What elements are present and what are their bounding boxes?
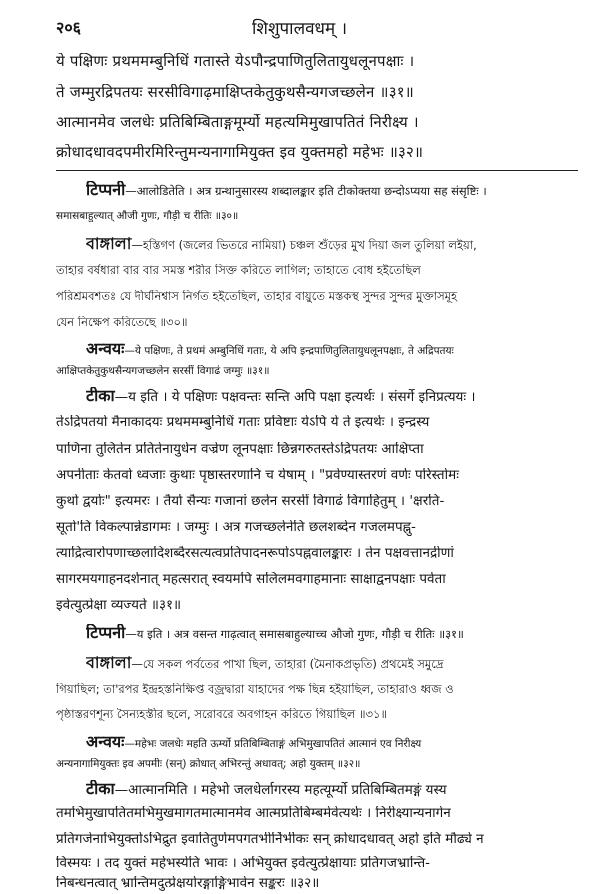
verse-line: ये पक्षिणः प्रथममम्बुनिधिं गतास्ते येऽपौन्द्रपाणितुलितायुधलूनपक्षाः । <box>56 53 415 70</box>
anvaya-text: —महेभः जलधेः महति ऊर्म्यो प्रतिबिम्बिताङ्गं अभिमुखापतितं आत्मानं एव निरीक्ष्य <box>124 738 422 750</box>
tika-text: अपनीताः केतवो ध्वजाः कुथाः पृष्ठास्तरणानि च येषाम् । "प्रवेण्यास्तरणं वर्णः परिस्तोमः <box>56 468 459 483</box>
anvaya-label: अन्वयः <box>86 733 125 751</box>
tika-text: निबन्धनत्वात् भ्रान्तिमदुत्प्रेक्षयोरङ्गाङ्गिभावेन सङ्करः ॥३२॥ <box>56 876 320 891</box>
tika-paragraph <box>86 780 580 799</box>
tippani-text: समासबाहुल्यात् औजी गुणः, गौड़ी च रीतिः ॥३०॥ <box>56 210 239 222</box>
tika-paragraph <box>86 387 580 406</box>
bangla-label: বাঙ্গালা <box>86 235 132 253</box>
tippani-paragraph <box>86 181 580 199</box>
bangla-text: —যে সকল পর্বতের পাখা ছিল, তাহারা (মৈনাকপ্রভৃতি) প্রথমেই সমুদ্রে <box>131 657 444 671</box>
tika-label: टीका <box>86 387 115 405</box>
bangla-text: পরিশ্রমবশতঃ যে দীর্ঘনিশ্বাস নির্গত হইতেছিল, তাহার বায়ুতে মস্তকস্থ সুন্দর সুন্দর মুক্তাসমূহ <box>56 290 458 303</box>
anvaya-text: अन्यनागामियुक्तः इव अपमीः (सन्) क्रोधात् अभिरन्तुं अधावत्; अहो युक्तम् ॥३२॥ <box>56 758 361 770</box>
anvaya-paragraph <box>86 340 580 358</box>
tika-text: —आत्मानमिति । महेभो जलधेर्लागरस्य महत्यूर्म्यो प्रतिबिम्बितमङ्गं यस्य <box>114 782 447 798</box>
bangla-text: যেন নিক্ষেপ করিতেছে ॥৩০॥ <box>56 316 188 329</box>
tika-text: तेऽद्रिपतयो मैनाकादयः प्रथममम्बुनिधिं गताः प्रविष्टाः येऽपि ये ते इत्यर्थः । इन्द्रस्य <box>56 415 430 430</box>
tika-text: —य इति । ये पक्षिणः पक्षवन्तः सन्ति अपि पक्षा इत्यर्थः । संसर्गे इनिप्रत्ययः । <box>114 389 476 405</box>
anvaya-label: अन्वयः <box>86 340 125 358</box>
bangla-paragraph <box>86 654 580 672</box>
verse-line: आत्मानमेव जलधेः प्रतिबिम्बिताङ्गमूर्म्यो महत्यमिमुखापतितं निरीक्ष्य । <box>56 114 419 131</box>
verse-line: क्रोधादधावदपमीरमिरिन्तुमन्यनागामियुक्त इव युक्तमहो महेभः ॥३२॥ <box>56 144 424 161</box>
tippani-text: —य इति । अत्र वसन्त गाढ़त्वात् समासबाहुल्याच्च औजो गुणः, गौड़ी च रीतिः ॥३१॥ <box>125 627 464 641</box>
bangla-text: পৃষ্ঠাস্তরণশূন্য সৈন্যহস্তীর ছলে, সরোবরে অবগাহন করিতে গিয়াছিল ॥৩১॥ <box>56 708 387 721</box>
verse-line: ते जम्मुरद्रिपतयः सरसीविगाढ़माक्षिप्तकेतुकुथसैन्यगजच्छलेन ॥३१॥ <box>56 84 414 101</box>
verse-divider <box>56 170 578 171</box>
bangla-label: বাঙ্গালা <box>86 654 132 672</box>
tika-label: टीका <box>86 780 115 798</box>
running-title: शिशुपालवधम् । <box>252 19 348 39</box>
bangla-paragraph <box>86 235 580 253</box>
tippani-label: टिप्पनी <box>86 181 126 199</box>
anvaya-text: आक्षिप्तकेतुकुथसैन्यगजच्छलेन सरसीं विगाढं जग्मुः ॥३१॥ <box>56 365 270 377</box>
bangla-text: তাহার বর্ষধারা বার বার সমস্ত শরীর সিক্ত করিতে লাগিল; তাহাতে বোধ হইতেছিল <box>56 264 421 277</box>
tika-text: सूतो'ति विकल्पान्नेडागमः । जग्मुः । अत्र गजच्छलेनेति छलशब्देन गजलमपह्नु- <box>56 520 416 535</box>
bangla-text: —হস্তিগণ (জলের ভিতরে নামিয়া) চঞ্চল শুঁড়ের মুখ দিয়া জল তুলিয়া লইয়া, <box>131 238 477 252</box>
tippani-text: —आलोडितेति । अत्र ग्रन्थानुसारस्य शब्दालङ्कार इति टीकोक्तया छन्दोऽप्यया सह संसृष्टिः । <box>125 184 487 198</box>
tippani-label: टिप्पनी <box>86 624 126 642</box>
bangla-text: গিয়াছিল; তা'রপর ইন্দ্রহস্তনিক্ষিপ্ত বজ্রদ্বারা যাহাদের পক্ষ ছিন্ন হইয়াছিল, তাহারাও ধ্বজ ও <box>56 683 454 696</box>
tika-text: तमभिमुखापतितमभिमुखमागतमात्मानमेव आत्मप्रतिबिम्बमेवेत्यर्थः । निरीक्ष्यान्यनागेन <box>56 806 451 821</box>
tika-text: कुथो द्वयोः" इत्यमरः । तैर्या सैन्यः गजानां छलेन सरसीं विगाढं विगाहितुम् । 'क्षरति- <box>56 494 445 509</box>
tippani-paragraph <box>86 624 580 642</box>
tika-text: सागरमयगाहनदर्शनात् महत्सरात् स्वयमपि सलिलमवगाहमानाः साक्षाद्वनपक्षाः पर्वता <box>56 572 446 587</box>
tika-text: प्रतिगजेनाभियुक्तोऽभिद्रुत इवातितुर्णमपगतभीर्निर्भीकः सन् क्रोधादधावत् अहो इति मौढ्ये न <box>56 832 484 847</box>
anvaya-paragraph <box>86 733 580 751</box>
tika-text: पाणिना तुलितेन प्रतितेनायुधेन वज्रेण लूनपक्षाः छिन्नगरुतस्तेऽद्रिपतयः आक्षिप्ता <box>56 442 424 457</box>
tika-text: त्याद्रित्वारोपणाच्छलादिशब्दैरसत्यत्वप्रतिपादनरूपोऽपह्नवालङ्कारः । तेन पक्षवत्तानद्रीणां <box>56 546 454 561</box>
tika-text: विस्मयः । तद युक्तं महेभस्येति भावः । अभियुक्त इवेत्युत्प्रेक्षायाः प्रतिगजभ्रान्ति- <box>56 856 431 871</box>
tika-text: इवेत्युत्प्रेक्षा व्यज्यते ॥३१॥ <box>56 598 182 613</box>
anvaya-text: —ये पक्षिणः, ते प्रथमं अम्बुनिधिं गताः, ये अपि इन्द्रपाणितुलितायुधलूनपक्षाः, ते अद्रिपतयः <box>124 345 454 357</box>
page-number: २०६ <box>56 18 81 37</box>
